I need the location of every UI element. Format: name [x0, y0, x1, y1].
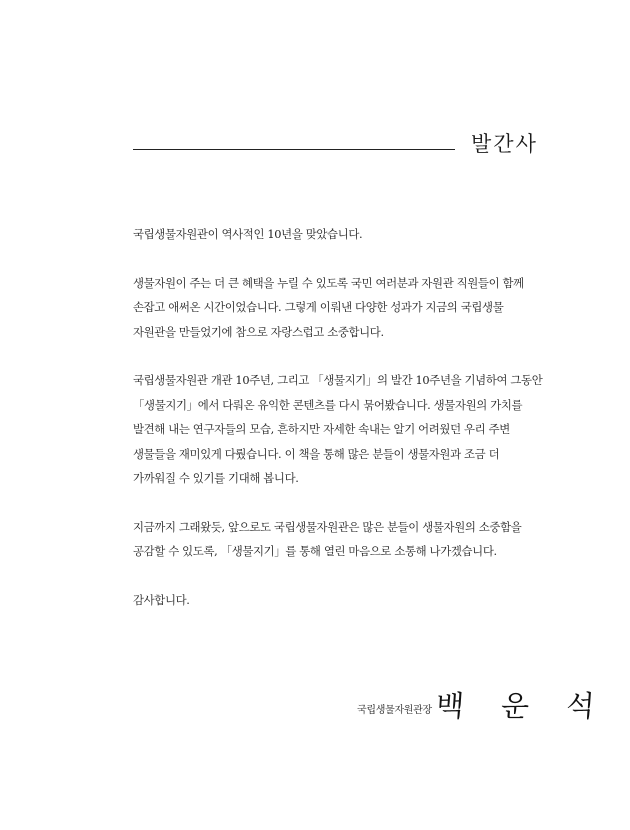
text-line: 지금까지 그래왔듯, 앞으로도 국립생물자원관은 많은 분들이 생물자원의 소중함을 — [133, 519, 522, 534]
text-line: 발견해 내는 연구자들의 모습, 흔하지만 자세한 속내는 알기 어려웠던 우리 주변 — [133, 422, 510, 436]
paragraph-5 — [133, 588, 533, 613]
paragraph-2 — [133, 271, 533, 345]
paragraph-1 — [133, 222, 533, 247]
text-line: 가까워질 수 있기를 기대해 봅니다. — [133, 471, 299, 485]
text-line: 자원관을 만들었기에 참으로 자랑스럽고 소중합니다. — [133, 324, 384, 339]
text-line: 생물들을 재미있게 다뤘습니다. 이 책을 통해 많은 분들이 생물자원과 조금 더 — [133, 446, 500, 461]
text-line: 국립생물자원관 개관 10주년, 그리고 「생물지기」의 발간 10주년을 기념하여 그동안 — [133, 373, 543, 387]
title-rule — [133, 149, 455, 150]
foreword-body — [133, 222, 543, 612]
signature-organization: 국립생물자원관장 — [357, 705, 432, 716]
text-line: 「생물지기」에서 다뤄온 유익한 콘텐츠를 다시 묶어봤습니다. 생물자원의 가치를 — [133, 397, 523, 412]
text-line: 감사합니다. — [133, 592, 190, 607]
text-line: 국립생물자원관이 역사적인 10년을 맞았습니다. — [133, 227, 363, 241]
page-title: 발간사 — [471, 132, 538, 156]
text-line: 공감할 수 있도록, 「생물지기」를 통해 열린 마음으로 소통해 나가겠습니다. — [133, 544, 497, 558]
signature-name: 백 운 석 — [434, 689, 610, 723]
paragraph-3 — [133, 368, 543, 491]
text-line: 손잡고 애써온 시간이었습니다. 그렇게 이뤄낸 다양한 성과가 지금의 국립생물 — [133, 300, 504, 314]
text-line: 생물자원이 주는 더 큰 혜택을 누릴 수 있도록 국민 여러분과 자원관 직원들이 함께 — [133, 275, 524, 290]
paragraph-4 — [133, 515, 533, 564]
